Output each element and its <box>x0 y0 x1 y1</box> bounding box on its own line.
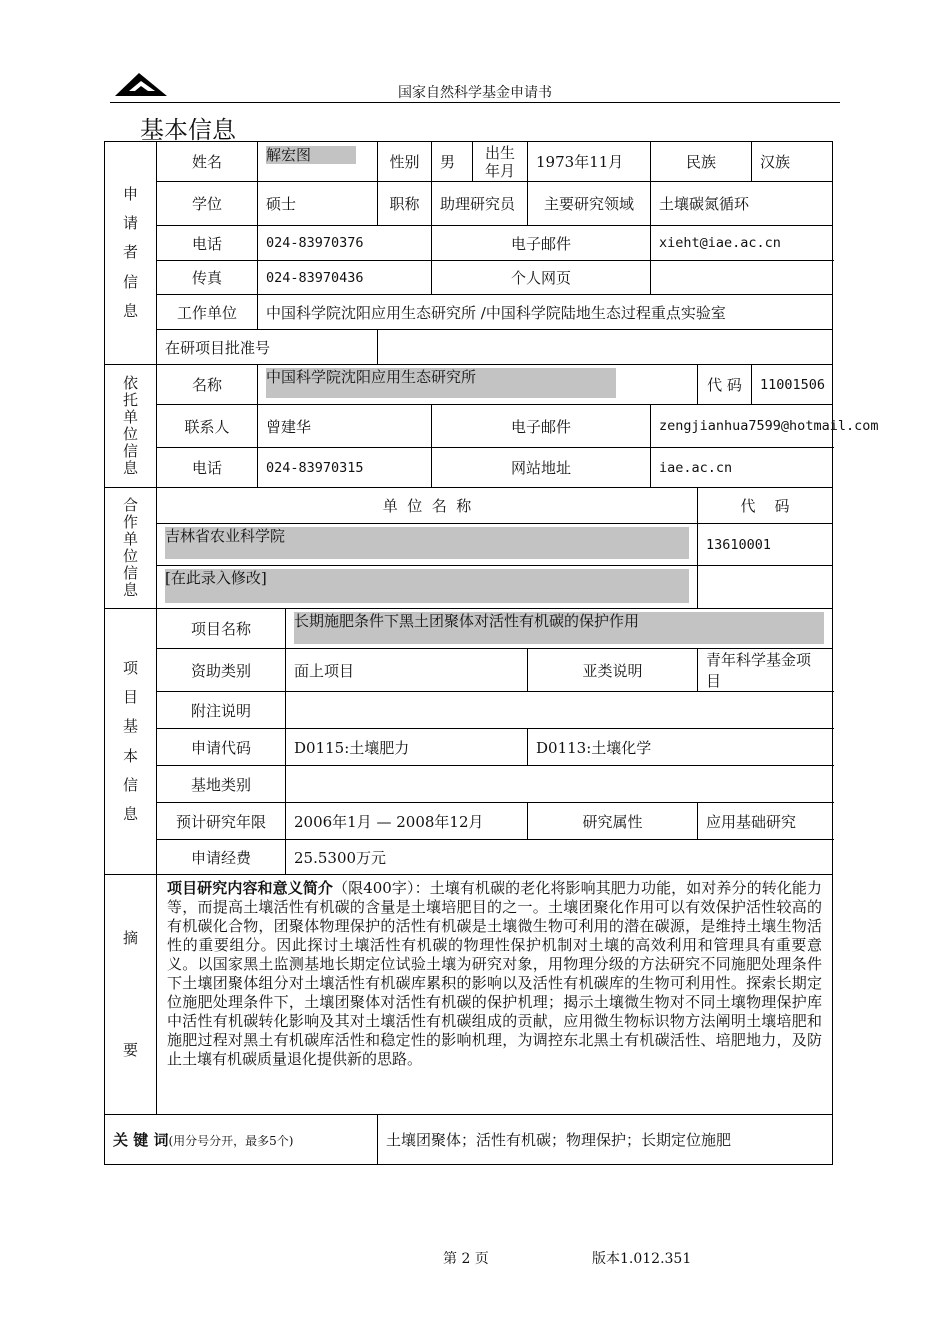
ethnicity-label: 民族 <box>651 142 752 182</box>
applicant-ethnicity: 汉族 <box>752 142 833 182</box>
budget-label: 申请经费 <box>157 840 286 875</box>
applicant-email: xieht@iae.ac.cn <box>651 226 833 261</box>
applicant-title: 助理研究员 <box>432 182 528 226</box>
document-header-title: 国家自然科学基金申请书 <box>398 85 552 101</box>
email-label: 电子邮件 <box>432 226 651 261</box>
applicant-degree: 硕士 <box>258 182 378 226</box>
host-phone-label: 电话 <box>157 448 258 488</box>
applicant-group-label: 申 请 者 信 息 <box>105 142 157 365</box>
project-name-label: 项目名称 <box>157 609 286 649</box>
applicant-fax: 024-83970436 <box>258 261 432 295</box>
abstract-limit: （限400字）： <box>333 879 430 897</box>
base-type <box>286 766 833 803</box>
keywords-label: 关 键 词(用分号分开，最多5个) <box>105 1115 378 1165</box>
fax-label: 传真 <box>157 261 258 295</box>
code-label: 申请代码 <box>157 729 286 766</box>
budget: 25.5300万元 <box>286 840 833 875</box>
host-email: zengjianhua7599@hotmail.com <box>651 405 833 448</box>
coop-unit-name: [在此录入修改] <box>165 569 689 603</box>
gender-label: 性别 <box>378 142 432 182</box>
host-website: iae.ac.cn <box>651 448 833 488</box>
host-name: 中国科学院沈阳应用生态研究所 <box>266 368 616 398</box>
website-label: 网站地址 <box>432 448 651 488</box>
applicant-phone: 024-83970376 <box>258 226 432 261</box>
coop-unit-code <box>698 566 833 609</box>
funding-type-label: 资助类别 <box>157 649 286 692</box>
phone-label: 电话 <box>157 226 258 261</box>
project-note <box>286 692 833 729</box>
funding-type: 面上项目 <box>286 649 528 692</box>
field-label: 主要研究领域 <box>528 182 651 226</box>
attr-label: 研究属性 <box>528 803 698 840</box>
header-rule <box>110 102 840 103</box>
project-group-label: 项 目 基 本 信 息 <box>105 609 157 875</box>
footer-version: 版本1.012.351 <box>592 1251 692 1267</box>
host-code: 11001506 <box>752 365 833 405</box>
name-label: 姓名 <box>157 142 258 182</box>
applicant-project-no <box>378 330 833 365</box>
workplace-label: 工作单位 <box>157 295 258 330</box>
note-label: 附注说明 <box>157 692 286 729</box>
applicant-gender: 男 <box>432 142 473 182</box>
research-period: 2006年1月 — 2008年12月 <box>286 803 528 840</box>
coop-code-header: 代 码 <box>698 488 833 524</box>
keywords-value: 土壤团聚体；活性有机碳；物理保护；长期定位施肥 <box>378 1115 833 1165</box>
section-title: 基本信息 <box>140 116 236 144</box>
host-name-label: 名称 <box>157 365 258 405</box>
contact-label: 联系人 <box>157 405 258 448</box>
host-phone: 024-83970315 <box>258 448 432 488</box>
keywords-note: (用分号分开，最多5个) <box>168 1134 294 1148</box>
subtype-label: 亚类说明 <box>528 649 698 692</box>
applicant-workplace: 中国科学院沈阳应用生态研究所 /中国科学院陆地生态过程重点实验室 <box>258 295 833 330</box>
applicant-birth: 1973年11月 <box>528 142 651 182</box>
project-no-label: 在研项目批准号 <box>157 330 378 365</box>
applicant-homepage <box>651 261 833 295</box>
application-form <box>104 141 879 1165</box>
subtype: 青年科学基金项目 <box>698 649 833 692</box>
host-group-label: 依 托 单 位 信 息 <box>105 365 157 488</box>
abstract-text <box>157 875 833 1115</box>
coop-unit-name: 吉林省农业科学院 <box>165 527 689 559</box>
base-label: 基地类别 <box>157 766 286 803</box>
applicant-name: 解宏图 <box>266 146 356 164</box>
abstract-group-label: 摘 要 <box>105 875 157 1115</box>
application-code-2: D0113:土壤化学 <box>528 729 833 766</box>
application-code-1: D0115:土壤肥力 <box>286 729 528 766</box>
host-contact: 曾建华 <box>258 405 432 448</box>
applicant-field: 土壤碳氮循环 <box>651 182 833 226</box>
coop-unit-code: 13610001 <box>698 524 833 566</box>
host-code-label: 代 码 <box>698 365 752 405</box>
abstract-body: 土壤有机碳的老化将影响其肥力功能，如对养分的转化能力等，而提高土壤活性有机碳的含量是土壤培肥目的之一。土壤团聚化作用可以有效保护活性较高的有机碳化合物，团聚体物理保护的活性有机碳是土壤微生物可利用的潜在碳源，是维持土壤生物活性的重要组分。因此探讨土壤活性有机碳的物理性保护机制对土壤的高效利用和管理具有重要意义。以国家黑土监测基地长期定位试验土壤为研究对象，用物理分级的方法研究不同施肥处理条件下土壤团聚体组分对土壤活性有机碳库累积的影响以及活性有机碳库的生物可利用性。探索长期定位施肥处理条件下，土壤团聚体对活性有机碳的保护机理；揭示土壤微生物对不同土壤物理保护库中活性有机碳转化影响及其对土壤活性有机碳组成的贡献，应用微生物标识物方法阐明土壤培肥和施肥过程对黑土有机碳库活性和稳定性的影响机理，为调控东北黑土有机碳活性、培肥地力，及防止土壤有机碳质量退化提供新的思路。 <box>167 879 823 1068</box>
coop-group-label: 合 作 单 位 信 息 <box>105 488 157 609</box>
project-name: 长期施肥条件下黑土团聚体对活性有机碳的保护作用 <box>294 612 824 644</box>
coop-unit-header: 单 位 名 称 <box>157 488 698 524</box>
research-attr: 应用基础研究 <box>698 803 833 840</box>
footer-page-number: 第 2 页 <box>443 1251 489 1267</box>
host-email-label: 电子邮件 <box>432 405 651 448</box>
abstract-heading: 项目研究内容和意义简介 <box>167 879 334 897</box>
degree-label: 学位 <box>157 182 258 226</box>
homepage-label: 个人网页 <box>432 261 651 295</box>
period-label: 预计研究年限 <box>157 803 286 840</box>
title-label: 职称 <box>378 182 432 226</box>
birth-label: 出生年月 <box>473 142 528 182</box>
